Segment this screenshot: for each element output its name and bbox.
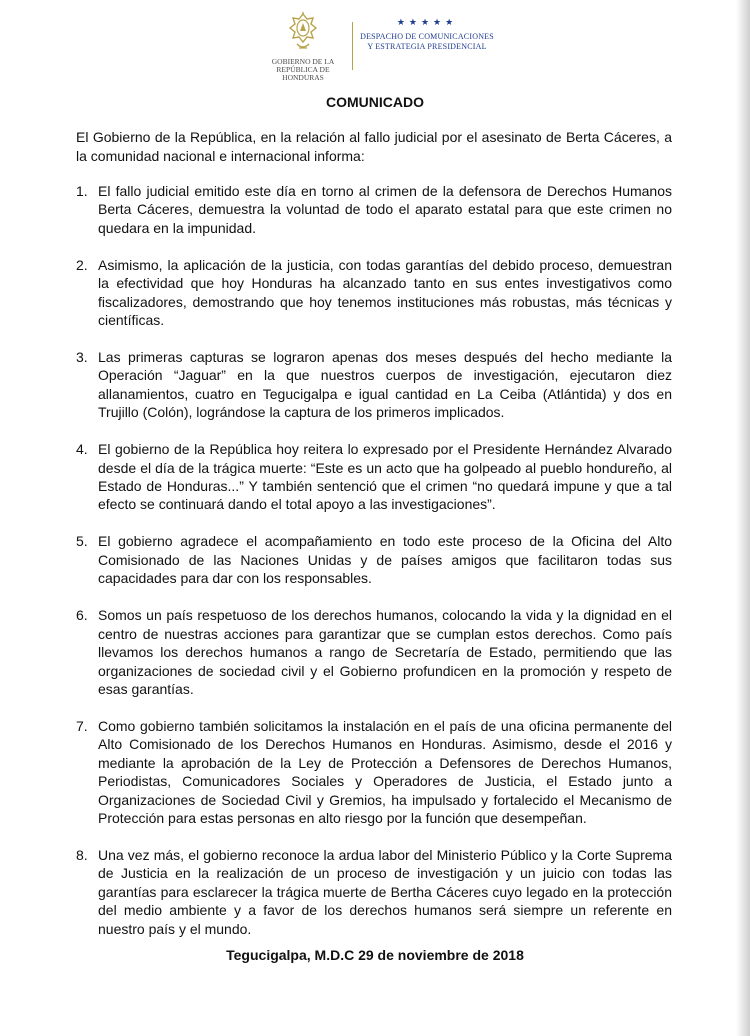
item-text: El gobierno agradece el acompañamiento en todo este proceso de la Oficina del Alto Comisionado de las Naciones Unidas y de países amigos que facilitaron todas sus capacidades para dar con los responsables. [98, 533, 672, 587]
list-item [76, 348, 672, 422]
list-item [76, 606, 672, 698]
caption-line-2: REPÚBLICA DE HONDURAS [276, 65, 330, 82]
list-item [76, 846, 672, 938]
item-number: 7. [76, 717, 88, 734]
item-number: 2. [76, 256, 88, 273]
document-title: COMUNICADO [326, 94, 424, 110]
item-text: Asimismo, la aplicación de la justicia, con todas garantías del debido proceso, demuestran la efectividad que hoy Honduras ha alcanzado tanto en sus entes investigativos como fiscalizadores, demostrando que hoy tenemos instituciones más robustas, más técnicas y científicas. [98, 256, 672, 329]
caption-line-1: GOBIERNO DE LA [271, 57, 335, 66]
item-number: 4. [76, 441, 88, 458]
department-line-2: Y ESTRATEGIA PRESIDENCIAL [367, 42, 487, 51]
list-item [76, 182, 672, 237]
list-item [76, 717, 672, 827]
coat-of-arms-icon [285, 10, 321, 56]
item-text: El fallo judicial emitido este día en torno al crimen de la defensora de Derechos Humanos Berta Cáceres, demuestra la voluntad de todo el aparato estatal para que este crimen no quedara en la impunidad. [98, 183, 672, 236]
government-caption [258, 58, 348, 82]
item-text: Como gobierno también solicitamos la instalación en el país de una oficina permanente del Alto Comisionado de los Derechos Humanos en Honduras. Asimismo, desde el 2016 y mediante la aprobación de la Ley de Protección a Defensores de Derechos Humanos, Periodistas, Comunicadores Sociales y Operadores de Justicia, el Estado junto a Organizaciones de Sociedad Civil y Gremios, ha impulsado y fortalecido el Mecanismo de Protección para estas personas en alto riesgo por la función que desempeñan. [98, 717, 672, 826]
place-and-date: Tegucigalpa, M.D.C 29 de noviembre de 2018 [226, 947, 524, 963]
department-name [352, 32, 502, 52]
list-item [76, 532, 672, 587]
letterhead [0, 0, 750, 86]
item-number: 6. [76, 607, 88, 624]
item-text: El gobierno de la República hoy reitera lo expresado por el Presidente Hernández Alvarado desde el día de la trágica muerte: “Este es un acto que ha golpeado al pueblo hondureño, al Estado de Honduras...” Y también sentenció que el crimen “no quedará impune y que a tal efecto se continuará dando el total apoyo a las investigaciones”. [98, 441, 672, 513]
item-number: 3. [76, 349, 88, 366]
item-text: Somos un país respetuoso de los derechos humanos, colocando la vida y la dignidad en el centro de nuestras acciones para garantizar que se cumplan estos derechos. Como país llevamos los derechos humanos a rango de Secretaría de Estado, permitiendo que las organizaciones de sociedad civil y el Gobierno profundicen en la promoción y respeto de esas garantías. [98, 607, 672, 697]
intro-paragraph: El Gobierno de la República, en la relación al fallo judicial por el asesinato de Berta Cáceres, a la comunidad nacional e internacional informa: [76, 129, 672, 164]
item-text: Una vez más, el gobierno reconoce la ardua labor del Ministerio Público y la Corte Suprema de Justicia en la realización de un proceso de investigación y un juicio con todas las garantías para esclarecer la trágica muerte de Bertha Cáceres cuyo legado en la protección del medio ambiente y a favor de los derechos humanos será siempre un referente en nuestro país y el mundo. [98, 846, 672, 937]
government-logo [258, 10, 348, 80]
department-logo [352, 16, 502, 76]
statement-list [76, 182, 672, 957]
list-item [76, 440, 672, 514]
item-number: 8. [76, 846, 88, 863]
stars-icon: ★★★★★ [396, 17, 458, 27]
page-edge-shadow [736, 0, 750, 1036]
item-text: Las primeras capturas se lograron apenas dos meses después del hecho mediante la Operación “Jaguar” en la que nuestros cuerpos de investigación, ejecutaron diez allanamientos, cuatro en Tegucigalpa e igual cantidad en La Ceiba (Atlántida) y dos en Trujillo (Colón), lográndose la captura de los primeros implicados. [98, 349, 672, 421]
department-line-1: DESPACHO DE COMUNICACIONES [360, 32, 494, 41]
item-number: 5. [76, 533, 88, 550]
list-item [76, 256, 672, 330]
item-number: 1. [76, 183, 88, 199]
